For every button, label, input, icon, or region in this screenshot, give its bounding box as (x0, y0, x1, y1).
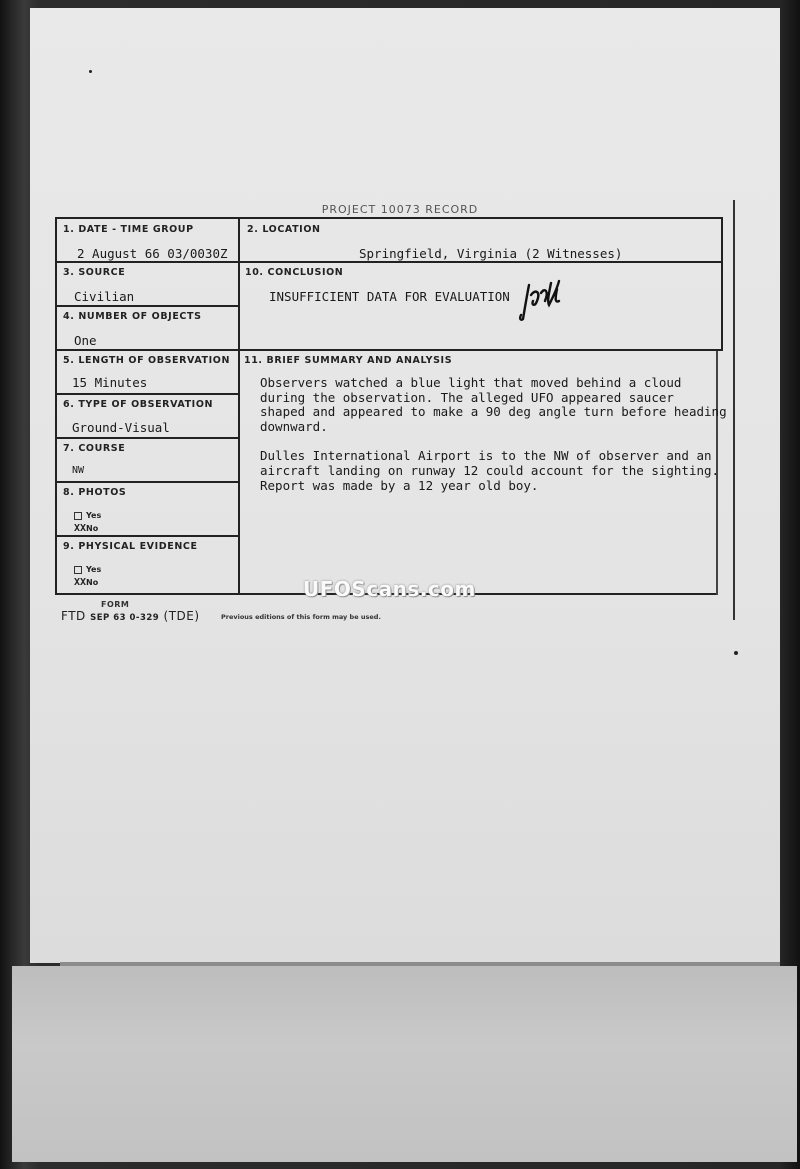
row-divider (55, 305, 239, 307)
photos-check-mark: XX (74, 523, 87, 534)
summary-line: shaped and appeared to make a 90 deg angle turn before heading (260, 404, 727, 420)
evidence-no-option (74, 577, 98, 588)
summary-line: during the observation. The alleged UFO appeared saucer (260, 389, 674, 405)
summary-line: aircraft landing on runway 12 could account for the sighting. (260, 462, 720, 478)
evidence-yes-label: Yes (86, 565, 102, 574)
date-time-label: 1. DATE - TIME GROUP (63, 224, 194, 235)
source-value: Civilian (74, 289, 135, 304)
photos-no-label: No (86, 524, 99, 533)
location-value: Springfield, Virginia (2 Witnesses) (359, 246, 623, 261)
num-objects-label: 4. NUMBER OF OBJECTS (63, 311, 202, 322)
record-form (55, 217, 727, 595)
photos-label: 8. PHOTOS (63, 487, 127, 498)
scan-speck (89, 70, 92, 73)
course-value: NW (72, 465, 85, 476)
location-label: 2. LOCATION (247, 224, 321, 235)
summary-line: Report was made by a 12 year old boy. (260, 477, 539, 493)
footer-note: Previous editions of this form may be used. (221, 613, 381, 621)
summary-line: downward. (260, 418, 328, 434)
footer-form-number: SEP 63 0-329 (90, 613, 160, 623)
num-objects-value: One (74, 333, 97, 348)
checkbox-icon (74, 512, 82, 520)
row-divider (55, 481, 239, 483)
row-divider (55, 261, 723, 263)
card-edge-line (733, 200, 735, 620)
column-divider (238, 217, 240, 595)
summary-label: 11. BRIEF SUMMARY AND ANALYSIS (244, 355, 453, 366)
type-label: 6. TYPE OF OBSERVATION (63, 399, 214, 410)
row-divider (55, 437, 239, 439)
footer-form-id (61, 609, 200, 623)
photos-yes-label: Yes (86, 511, 102, 520)
scan-speck (734, 651, 738, 655)
summary-line (260, 434, 727, 449)
row-divider (55, 535, 239, 537)
footer-form-word: FORM (101, 600, 130, 609)
evidence-no-label: No (86, 578, 99, 587)
course-label: 7. COURSE (63, 443, 126, 454)
conclusion-label: 10. CONCLUSION (245, 267, 344, 278)
project-title: PROJECT 10073 RECORD (321, 203, 479, 216)
evidence-label: 9. PHYSICAL EVIDENCE (63, 541, 198, 552)
row-divider (55, 349, 723, 351)
row-divider (55, 393, 239, 395)
checkbox-icon (74, 566, 82, 574)
form-left-border (55, 217, 57, 595)
site-watermark: UFOScans.com (303, 577, 476, 601)
handwritten-initials (517, 279, 573, 325)
footer-tde: (TDE) (163, 609, 200, 623)
evidence-yes-option (74, 565, 101, 574)
length-value: 15 Minutes (72, 375, 148, 390)
form-right-border (721, 217, 723, 351)
date-time-value: 2 August 66 03/0030Z (77, 246, 228, 261)
length-label: 5. LENGTH OF OBSERVATION (63, 355, 230, 366)
photos-no-option (74, 523, 98, 534)
source-label: 3. SOURCE (63, 267, 126, 278)
summary-line: Observers watched a blue light that moved behind a cloud (260, 375, 682, 390)
summary-text (260, 376, 727, 493)
form-top-border (55, 217, 723, 219)
type-value: Ground-Visual (72, 420, 170, 435)
summary-line: Dulles International Airport is to the NW of observer and an (260, 448, 712, 464)
photos-yes-option (74, 511, 101, 520)
evidence-check-mark: XX (74, 577, 87, 588)
lower-sheet (12, 966, 797, 1162)
footer-ftd: FTD (61, 609, 86, 623)
conclusion-value: INSUFFICIENT DATA FOR EVALUATION (269, 289, 510, 304)
